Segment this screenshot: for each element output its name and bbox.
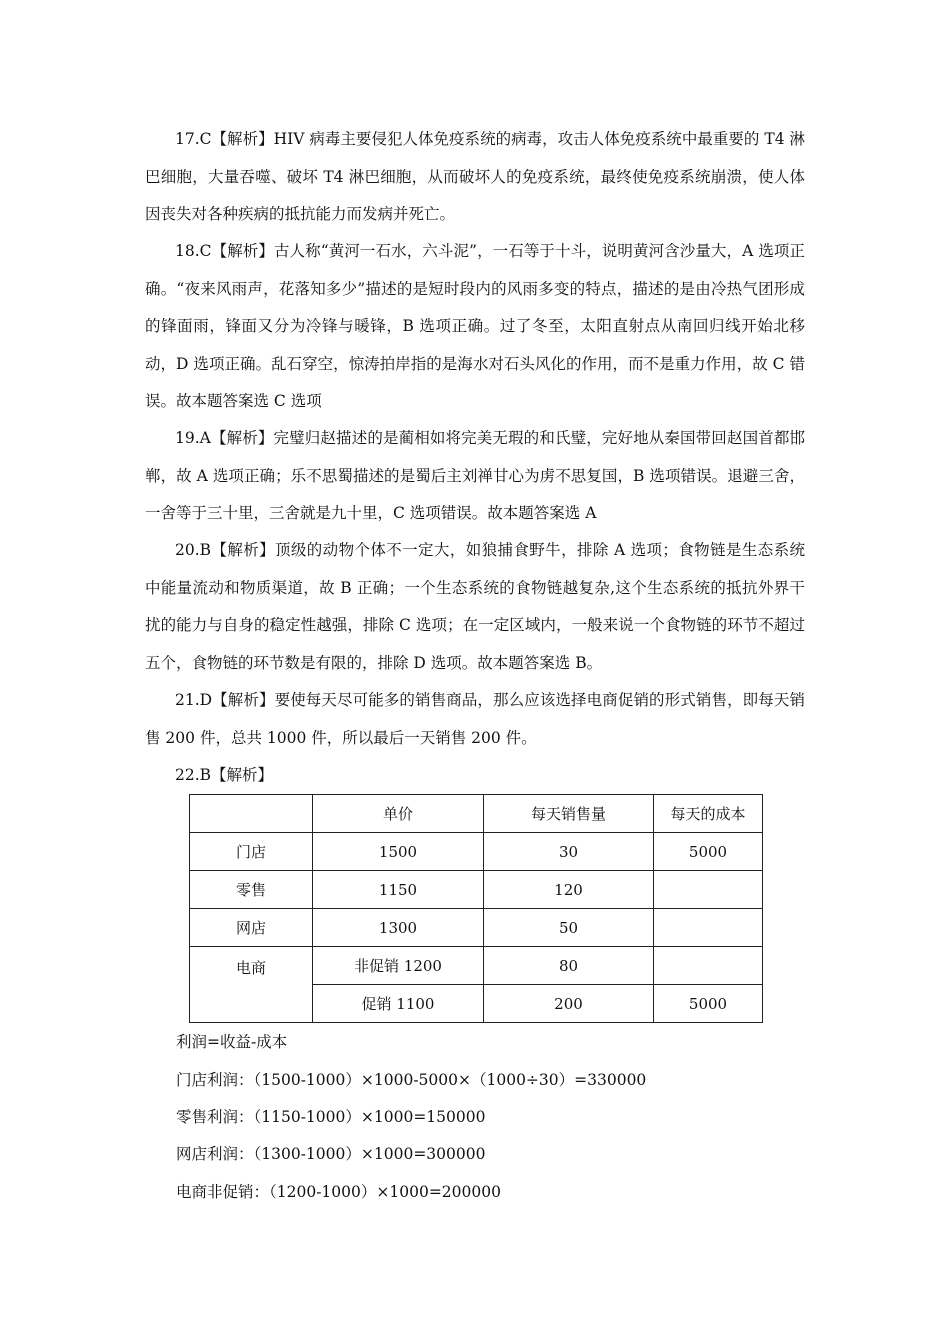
table-row (190, 909, 763, 947)
table-cell-price: 1300 (313, 909, 484, 947)
table-cell-price: 1500 (313, 833, 484, 871)
table-cell-daily-sales: 120 (484, 871, 654, 909)
table-cell-daily-sales: 200 (484, 985, 654, 1023)
formula-retail-profit: 零售利润：（1150-1000）×1000=150000 (176, 1108, 486, 1126)
table-header-cell: 单价 (313, 795, 484, 833)
table-cell-daily-cost: 5000 (654, 985, 763, 1023)
table-header-row (190, 795, 763, 833)
table-header-cell (190, 795, 313, 833)
table-cell-daily-cost (654, 871, 763, 909)
formula-profit-definition: 利润=收益-成本 (176, 1033, 288, 1051)
table-cell-price: 1150 (313, 871, 484, 909)
table-cell-daily-sales: 50 (484, 909, 654, 947)
answer-19-explanation: 19.A【解析】完璧归赵描述的是蔺相如将完美无瑕的和氏璧，完好地从秦国带回赵国首都邯郸，故 A 选项正确；乐不思蜀描述的是蜀后主刘禅甘心为虏不思复国，B 选项错误。退避三舍，一舍等于三十里，三舍就是九十里，C 选项错误。故本题答案选 A (145, 429, 805, 522)
table-cell-daily-cost (654, 947, 763, 985)
table-cell-channel: 网店 (190, 909, 313, 947)
table-cell-channel: 零售 (190, 871, 313, 909)
table-cell-channel: 门店 (190, 833, 313, 871)
table-cell-daily-cost: 5000 (654, 833, 763, 871)
table-cell-price: 非促销 1200 (313, 947, 484, 985)
answer-21-explanation: 21.D【解析】要使每天尽可能多的销售商品，那么应该选择电商促销的形式销售，即每天销售 200 件，总共 1000 件，所以最后一天销售 200 件。 (145, 691, 805, 747)
answer-18-explanation: 18.C【解析】古人称“黄河一石水，六斗泥”，一石等于十斗，说明黄河含沙量大，A 选项正确。“夜来风雨声，花落知多少”描述的是短时段内的风雨多变的特点，描述的是由冷热气团形成的锋面雨，锋面又分为冷锋与暖锋，B 选项正确。过了冬至，太阳直射点从南回归线开始北移动，D 选项正确。乱石穿空，惊涛拍岸指的是海水对石头风化的作用，而不是重力作用，故 C 错误。故本题答案选 C 选项 (145, 242, 805, 410)
answer-22-heading: 22.B【解析】 (175, 766, 274, 784)
formula-store-profit: 门店利润：（1500-1000）×1000-5000×（1000÷30）=330000 (176, 1071, 647, 1089)
table-header-cell: 每天销售量 (484, 795, 654, 833)
formula-ecommerce-non-promo: 电商非促销：（1200-1000）×1000=200000 (176, 1183, 501, 1201)
answer-20-explanation: 20.B【解析】顶级的动物个体不一定大，如狼捕食野牛，排除 A 选项；食物链是生态系统中能量流动和物质渠道，故 B 正确；一个生态系统的食物链越复杂,这个生态系统的抵抗外界干扰的能力与自身的稳定性越强，排除 C 选项；在一定区域内，一般来说一个食物链的环节不超过五个，食物链的环节数是有限的，排除 D 选项。故本题答案选 B。 (145, 541, 805, 672)
table-cell-daily-sales: 80 (484, 947, 654, 985)
table-header-cell: 每天的成本 (654, 795, 763, 833)
table-row (190, 947, 763, 985)
table-row (190, 833, 763, 871)
table-row (190, 871, 763, 909)
table-cell-channel: 电商 (190, 947, 313, 1023)
sales-table (189, 794, 763, 1023)
answer-17-explanation: 17.C【解析】HIV 病毒主要侵犯人体免疫系统的病毒，攻击人体免疫系统中最重要的 T4 淋巴细胞，大量吞噬、破坏 T4 淋巴细胞，从而破坏人的免疫系统，最终使免疫系统崩溃，使人体因丧失对各种疾病的抵抗能力而发病并死亡。 (145, 130, 805, 223)
table-cell-daily-sales: 30 (484, 833, 654, 871)
formula-online-store-profit: 网店利润：（1300-1000）×1000=300000 (176, 1145, 486, 1163)
table-cell-price: 促销 1100 (313, 985, 484, 1023)
table-cell-daily-cost (654, 909, 763, 947)
